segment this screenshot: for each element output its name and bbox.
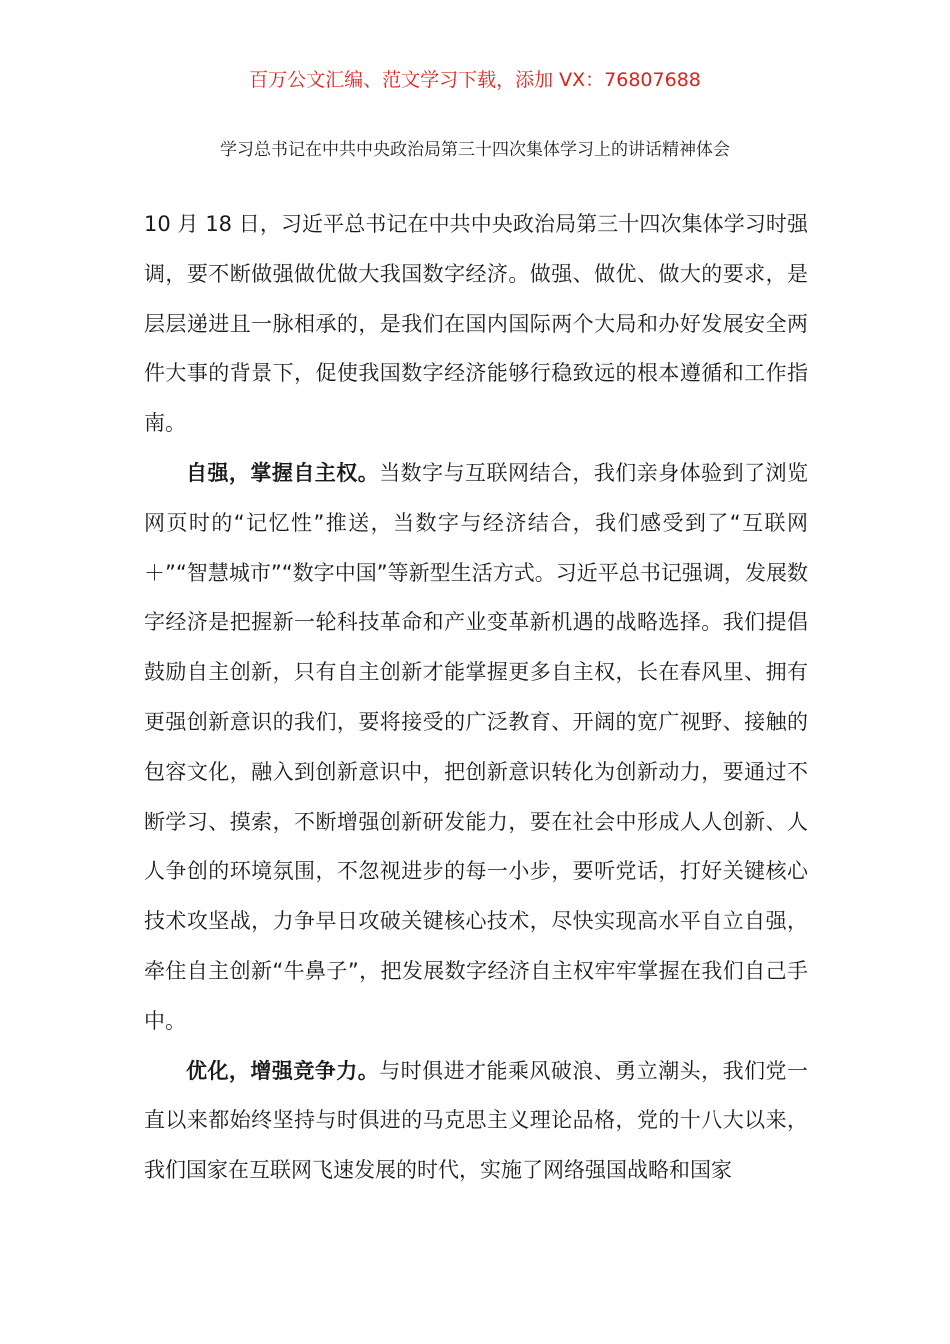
paragraph-text: 当数字与互联网结合，我们亲身体验到了浏览网页时的“记忆性”推送，当数字与经济结合，我们感受到了“互联网＋”“智慧城市”“数字中国”等新型生活方式。习近平总书记强调，发展数字经济是把握新一轮科技革命和产业变革新机遇的战略选择。我们提倡鼓励自主创新，只有自主创新才能掌握更多自主权，长在春风里、拥有更强创新意识的我们，要将接受的广泛教育、开阔的宽广视野、接触的包容文化，融入到创新意识中，把创新意识转化为创新动力，要通过不断学习、摸索，不断增强创新研发能力，要在社会中形成人人创新、人人争创的环境氛围，不忽视进步的每一小步，要听党话，打好关键核心技术攻坚战，力争早日攻破关键核心技术，尽快实现高水平自立自强，牵住自主创新“牛鼻子”，把发展数字经济自主权牢牢掌握在我们自己手中。 bbox=[144, 460, 809, 1033]
paragraph-text: 与时俱进才能乘风破浪、勇立潮头，我们党一直以来都始终坚持与时俱进的马克思主义理论品格，党的十八大以来，我们国家在互联网飞速发展的时代，实施了网络强国战略和国家 bbox=[144, 1058, 809, 1183]
header-promo-note: 百万公文汇编、范文学习下载，添加 VX：76807688 bbox=[249, 69, 701, 91]
document-title: 学习总书记在中共中央政治局第三十四次集体学习上的讲话精神体会 bbox=[220, 140, 730, 160]
document-body bbox=[144, 200, 808, 1196]
paragraph-lead-heading: 自强，掌握自主权。 bbox=[186, 460, 380, 485]
paragraph-intro bbox=[144, 200, 808, 449]
paragraph-self-reliance bbox=[144, 449, 808, 1047]
paragraph-optimization bbox=[144, 1047, 808, 1196]
paragraph-text: 10 月 18 日，习近平总书记在中共中央政治局第三十四次集体学习时强调，要不断做强做优做大我国数字经济。做强、做优、做大的要求，是层层递进且一脉相承的，是我们在国内国际两个大局和办好发展安全两件大事的背景下，促使我国数字经济能够行稳致远的根本遵循和工作指南。 bbox=[144, 212, 808, 436]
paragraph-lead-heading: 优化，增强竞争力。 bbox=[186, 1058, 380, 1083]
